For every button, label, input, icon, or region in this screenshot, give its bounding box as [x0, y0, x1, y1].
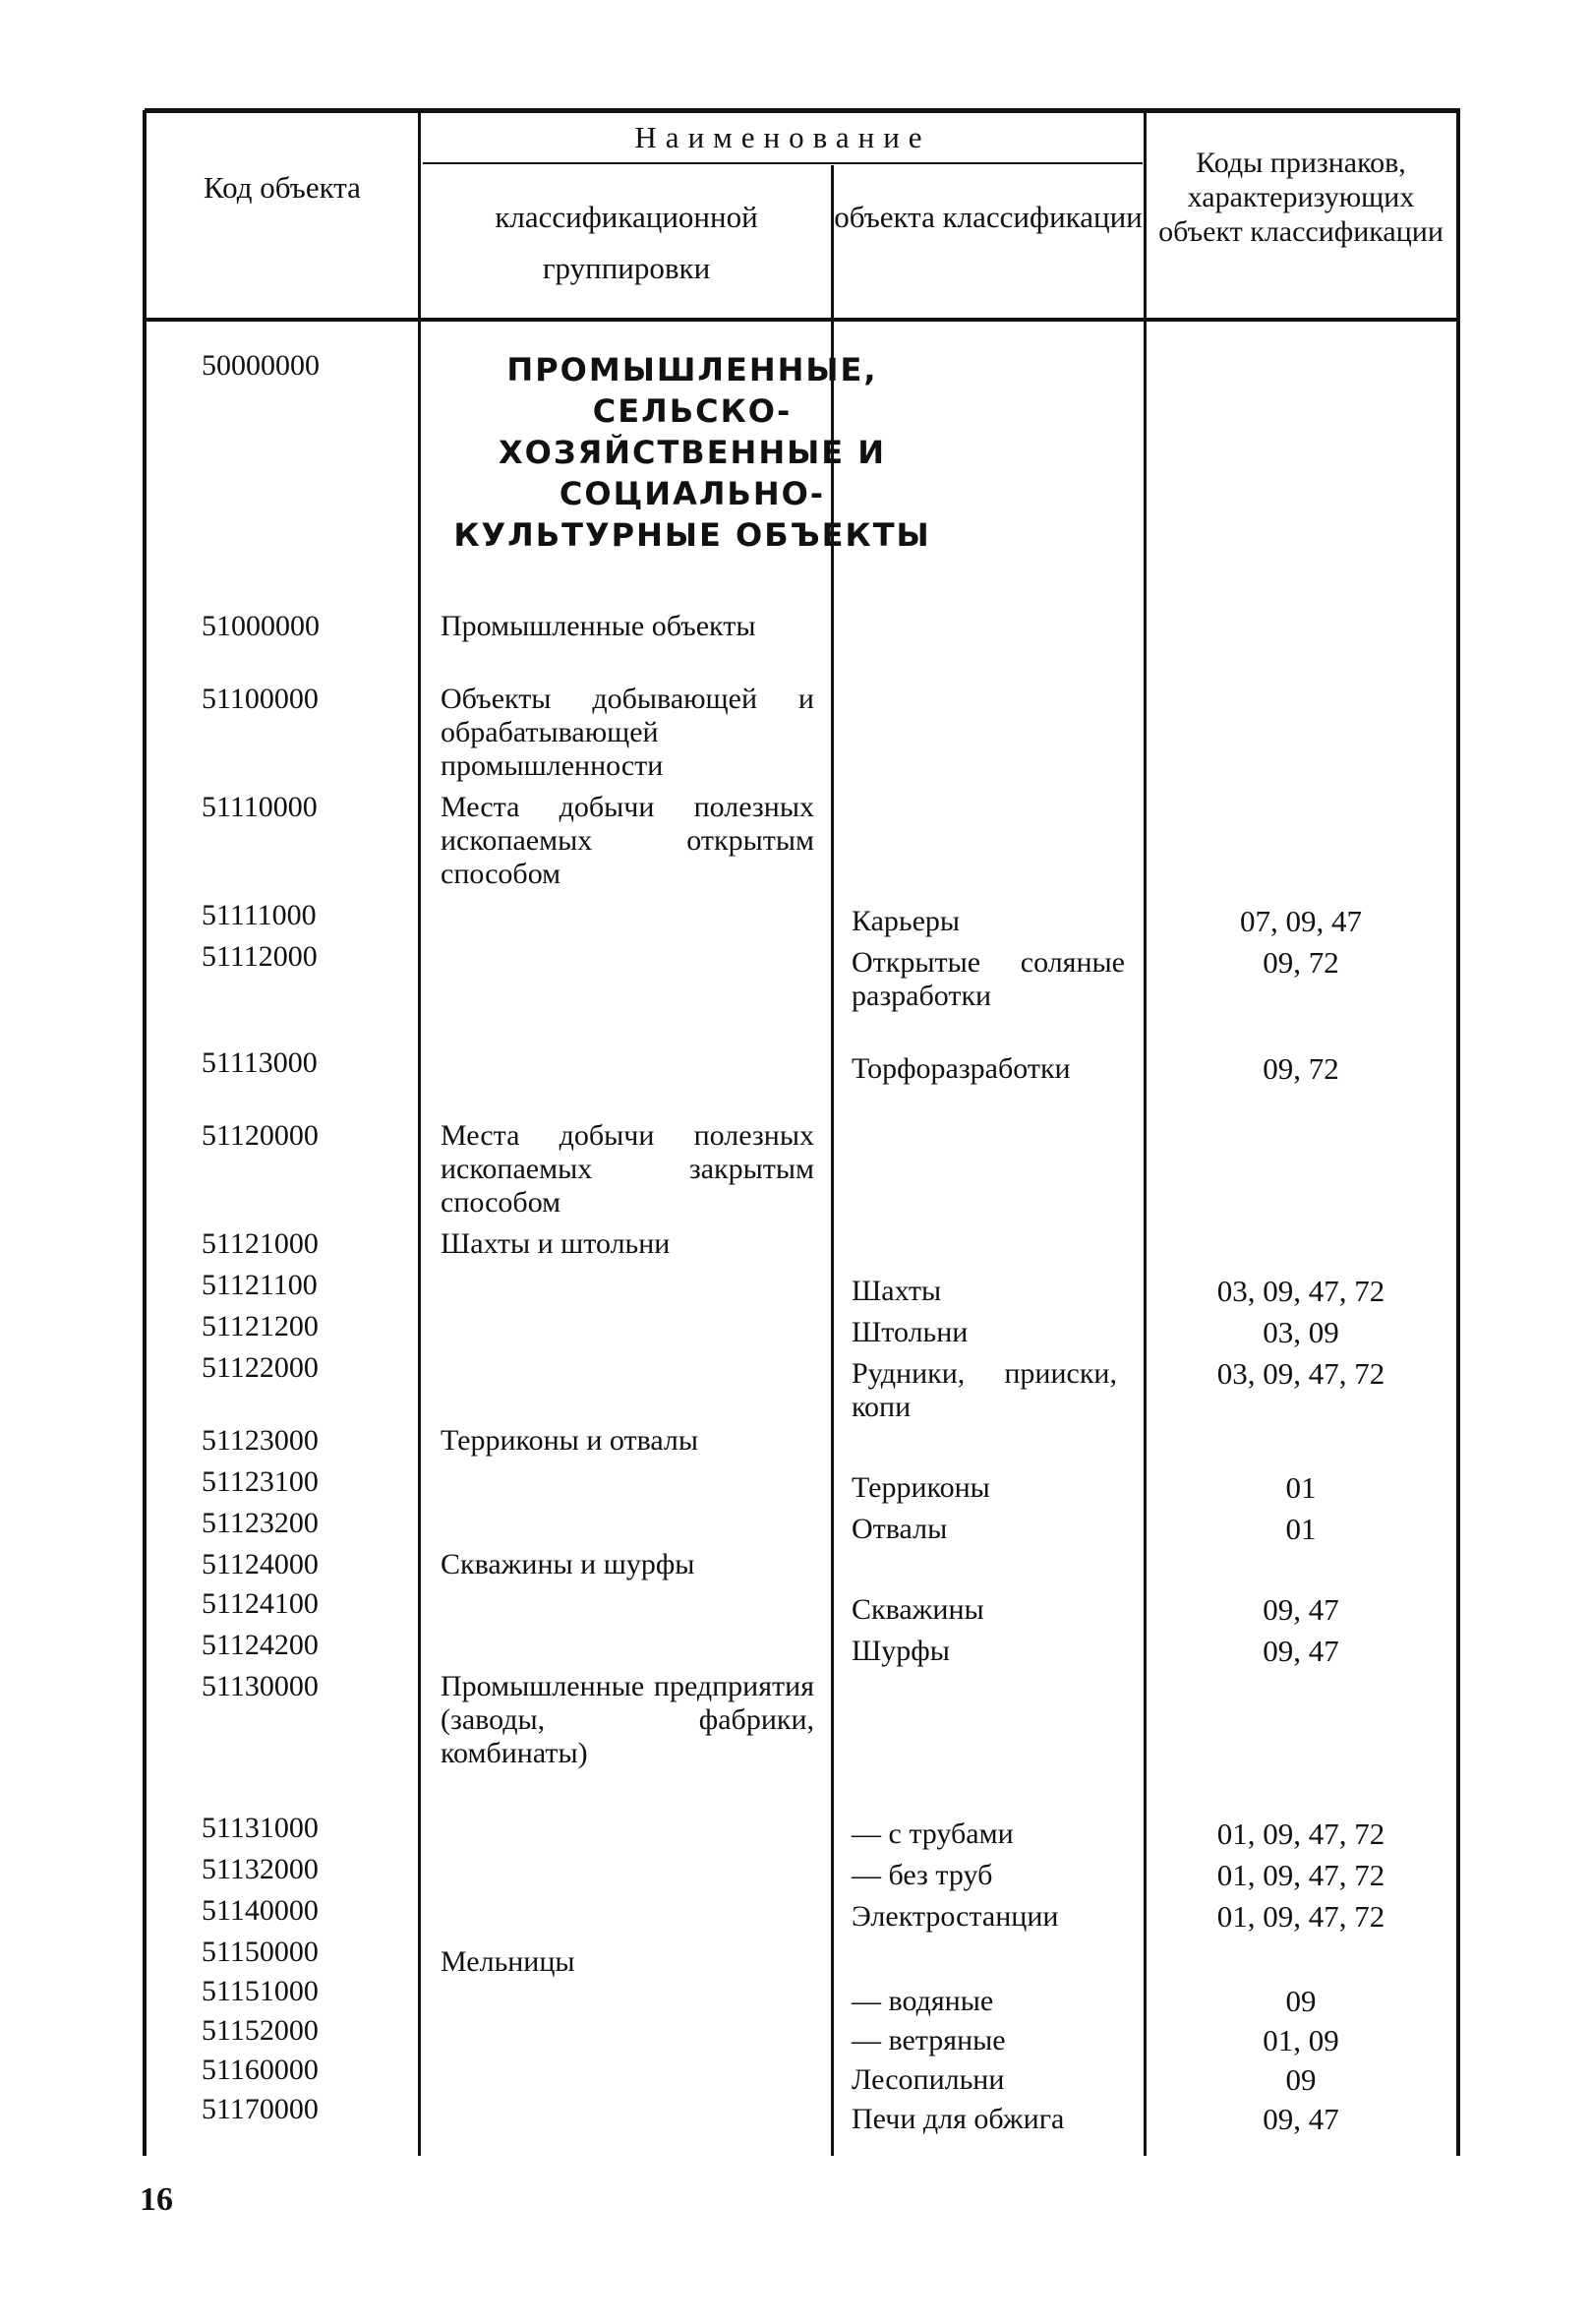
feature-codes: 03, 09, 47, 72 [1216, 1356, 1385, 1391]
object-name: Печи для обжига [852, 2103, 1065, 2135]
header-feature-codes: Коды признаков, характеризующих объект классификации [1158, 147, 1444, 248]
object-code: 51123100 [202, 1465, 319, 1498]
group-name: Скважины и шурфы [441, 1548, 695, 1580]
object-name: Карьеры [852, 905, 961, 937]
object-code: 51121000 [202, 1227, 319, 1260]
header-classification-object: объекта классификации [834, 200, 1143, 234]
feature-codes: 09 [1285, 2062, 1317, 2097]
feature-codes: 01 [1285, 1470, 1317, 1505]
feature-codes: 01 [1285, 1512, 1317, 1546]
header-bottom-rule [145, 318, 1460, 322]
object-code: 51130000 [202, 1670, 319, 1702]
object-name: — без труб [852, 1859, 993, 1891]
page-number: 16 [140, 2181, 173, 2218]
object-code: 51120000 [202, 1119, 319, 1152]
object-code: 51112000 [202, 940, 318, 973]
feature-codes: 09, 72 [1263, 945, 1339, 980]
table-top-rule [145, 108, 1460, 113]
object-code: 51151000 [202, 1975, 319, 2007]
object-code: 51110000 [202, 791, 318, 823]
feature-codes: 01, 09, 47, 72 [1216, 1858, 1385, 1892]
table-right-rule [1456, 110, 1460, 2156]
feature-codes: 01, 09, 47, 72 [1216, 1817, 1385, 1851]
header-classification-group: классификационной группировки [495, 200, 758, 285]
feature-codes: 09, 47 [1263, 1634, 1339, 1668]
feature-codes: 09, 47 [1263, 1592, 1339, 1627]
feature-codes: 03, 09 [1263, 1315, 1339, 1349]
object-code: 51124100 [202, 1587, 319, 1620]
object-name: — водяные [852, 1985, 994, 2017]
object-code: 51152000 [202, 2014, 319, 2047]
object-code: 51160000 [202, 2054, 319, 2086]
object-name: Терриконы [852, 1471, 990, 1504]
feature-codes: 03, 09, 47, 72 [1216, 1274, 1385, 1308]
group-name: Места добычи полезных ископаемых открытым способом [441, 791, 814, 890]
object-code: 51150000 [202, 1936, 319, 1968]
object-name: — ветряные [852, 2024, 1006, 2056]
object-code: 51113000 [202, 1046, 318, 1079]
object-code: 51000000 [202, 610, 320, 642]
object-code: 51131000 [202, 1812, 319, 1844]
feature-codes: 01, 09, 47, 72 [1216, 1899, 1385, 1934]
group-name: ПРОМЫШЛЕННЫЕ, СЕЛЬСКО-ХОЗЯЙСТВЕННЫЕ И СОЦИАЛЬНО-КУЛЬТУРНЫЕ ОБЪЕКТЫ [453, 351, 931, 554]
table-left-rule [143, 110, 147, 2156]
object-name: Открытые соляные разработки [852, 946, 1125, 1012]
object-code: 51170000 [202, 2093, 319, 2125]
feature-codes: 07, 09, 47 [1240, 904, 1362, 938]
object-name: Рудники, прииски, копи [852, 1357, 1117, 1423]
group-name: Шахты и штольни [441, 1227, 671, 1260]
column-rule-1 [418, 110, 421, 2156]
object-name: Электростанции [852, 1900, 1059, 1933]
object-code: 51111000 [202, 899, 317, 931]
object-code: 51123000 [202, 1424, 319, 1457]
group-name: Места добычи полезных ископаемых закрытым способом [441, 1119, 814, 1219]
group-name: Объекты добывающей и обрабатывающей промышленности [441, 683, 814, 782]
object-name: Отвалы [852, 1513, 948, 1545]
object-name: Шахты [852, 1275, 942, 1307]
object-code: 51121200 [202, 1310, 319, 1342]
object-name: Скважины [852, 1593, 984, 1626]
object-code: 51124000 [202, 1548, 319, 1580]
object-code: 51124200 [202, 1629, 319, 1661]
feature-codes: 01, 09 [1263, 2023, 1339, 2057]
object-code: 51122000 [202, 1351, 319, 1384]
group-name: Промышленные предприятия (заводы, фабрики, комбинаты) [441, 1670, 814, 1769]
object-code: 51132000 [202, 1853, 319, 1885]
feature-codes: 09, 47 [1263, 2102, 1339, 2136]
object-code: 50000000 [202, 349, 320, 382]
group-name: Промышленные объекты [441, 610, 756, 642]
feature-codes: 09 [1285, 1984, 1317, 2018]
group-name: Терриконы и отвалы [441, 1424, 699, 1457]
object-name: Штольни [852, 1316, 969, 1348]
object-name: Лесопильни [852, 2063, 1005, 2096]
feature-codes: 09, 72 [1263, 1051, 1339, 1086]
object-code: 51121100 [202, 1269, 318, 1301]
object-code: 51100000 [202, 683, 319, 715]
object-code: 51140000 [202, 1894, 319, 1927]
object-name: — с трубами [852, 1817, 1014, 1850]
name-header-rule [423, 162, 1143, 164]
object-name: Торфоразработки [852, 1052, 1071, 1085]
object-name: Шурфы [852, 1635, 950, 1667]
header-name: Наименование [634, 120, 931, 154]
object-code: 51123200 [202, 1507, 319, 1539]
group-name: Мельницы [441, 1945, 575, 1978]
header-code-object: Код объекта [204, 170, 361, 205]
